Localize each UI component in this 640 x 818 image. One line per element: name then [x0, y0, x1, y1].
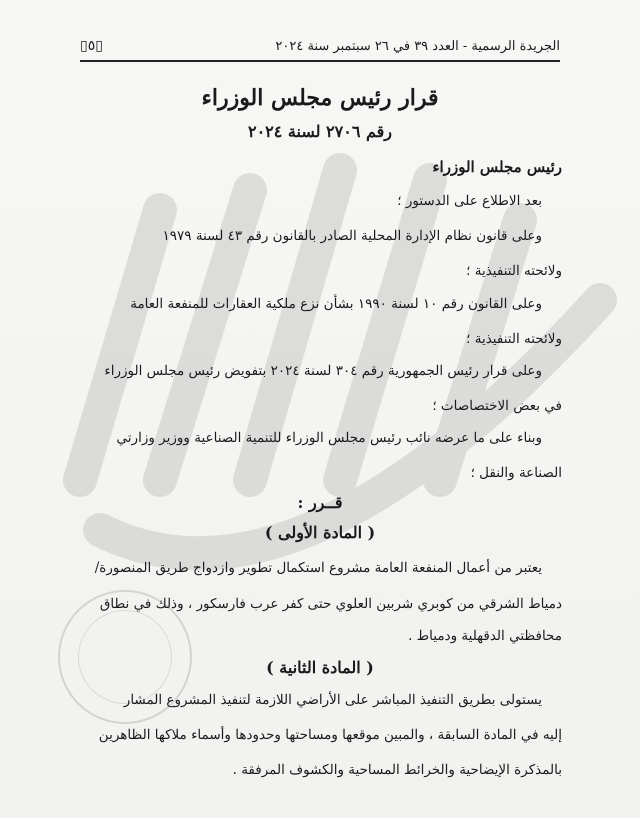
- clause3-line2: في بعض الاختصاصات ؛: [432, 398, 562, 414]
- article2-line2: إليه في المادة السابقة ، والمبين موقعها ومساحتها وحدودها وأسماء ملاكها الظاهرين: [98, 727, 562, 743]
- article1-line1: يعتبر من أعمال المنفعة العامة مشروع استكمال تطوير وازدواج طريق المنصورة/: [94, 560, 542, 576]
- clause1-line2: ولائحته التنفيذية ؛: [466, 263, 562, 279]
- gazette-header: [80, 32, 560, 62]
- clause3-line1: وعلى قرار رئيس الجمهورية رقم ٣٠٤ لسنة ٢٠٢٤ بتفويض رئيس مجلس الوزراء: [104, 363, 542, 379]
- preamble-after-review: بعد الاطلاع على الدستور ؛: [397, 193, 542, 209]
- clause2-line1: وعلى القانون رقم ١٠ لسنة ١٩٩٠ بشأن نزع ملكية العقارات للمنفعة العامة: [130, 296, 542, 312]
- preamble-issuer: رئيس مجلس الوزراء: [432, 158, 562, 176]
- decree-title: قرار رئيس مجلس الوزراء: [201, 85, 439, 111]
- decision-heading: قــرر :: [297, 493, 343, 512]
- article2-line3: بالمذكرة الإيضاحية والخرائط المساحية والكشوف المرفقة .: [232, 762, 562, 778]
- page-number: ▯٥▯: [80, 38, 103, 54]
- decree-number: رقم ٢٧٠٦ لسنة ٢٠٢٤: [247, 122, 393, 141]
- article2-heading: ( المادة الثانية ): [266, 658, 374, 677]
- clause4-line2: الصناعة والنقل ؛: [470, 465, 562, 481]
- article1-line2: دمياط الشرقي من كوبري شربين العلوي حتى كفر عرب فارسكور ، وذلك في نطاق: [99, 596, 562, 612]
- article1-line3: محافظتي الدقهلية ودمياط .: [408, 628, 562, 644]
- clause2-line2: ولائحته التنفيذية ؛: [466, 331, 562, 347]
- clause4-line1: وبناء على ما عرضه نائب رئيس مجلس الوزراء للتنمية الصناعية ووزير وزارتي: [116, 430, 542, 446]
- article1-heading: ( المادة الأولى ): [264, 523, 376, 542]
- clause1-line1: وعلى قانون نظام الإدارة المحلية الصادر بالقانون رقم ٤٣ لسنة ١٩٧٩: [162, 228, 542, 244]
- article2-line1: يستولى بطريق التنفيذ المباشر على الأراضي اللازمة لتنفيذ المشروع المشار: [123, 692, 542, 708]
- gazette-line: الجريدة الرسمية - العدد ٣٩ في ٢٦ سبتمبر سنة ٢٠٢٤: [275, 38, 560, 54]
